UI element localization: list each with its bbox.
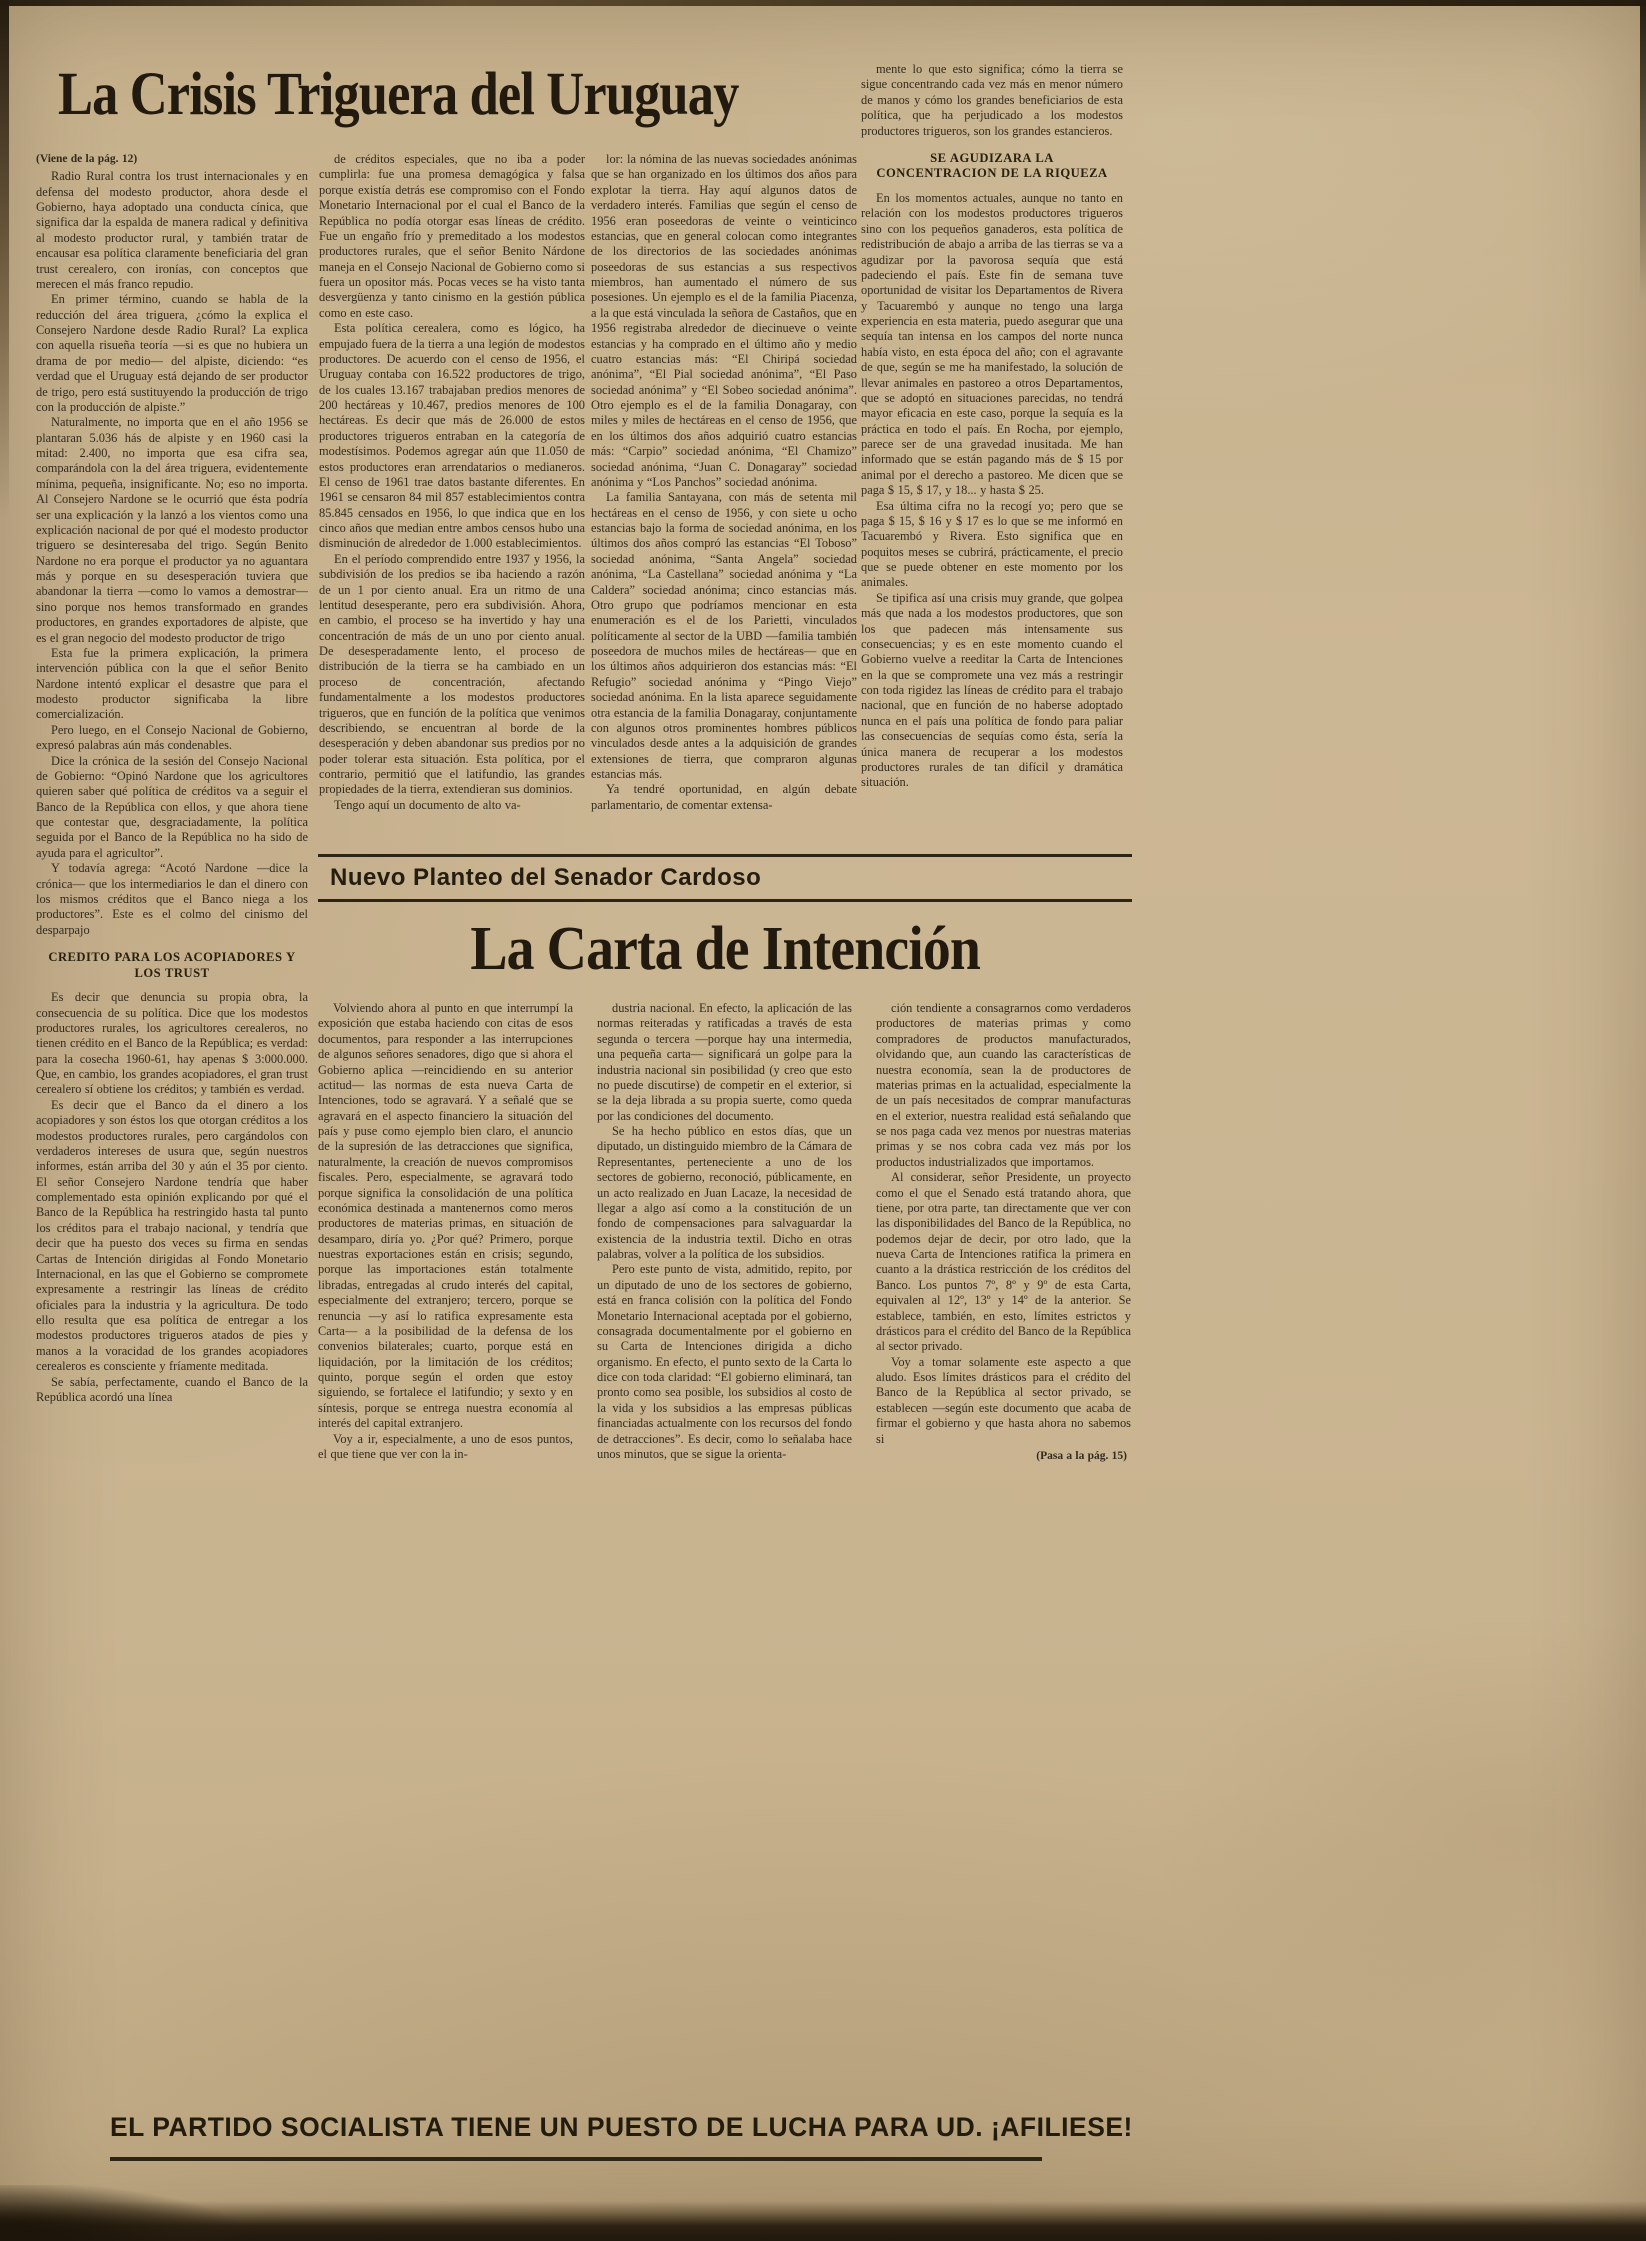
paragraph: Ya tendré oportunidad, en algún debate parlamentario, de comentar extensa- bbox=[591, 782, 857, 812]
article1-col4b-text bbox=[861, 191, 1123, 791]
article2-column-3 bbox=[876, 1001, 1131, 2091]
continues-on-note: (Pasa a la pág. 15) bbox=[1036, 1449, 1127, 1462]
party-banner: EL PARTIDO SOCIALISTA TIENE UN PUESTO DE LUCHA PARA UD. ¡AFILIESE! bbox=[110, 2112, 1042, 2161]
article1-column-4 bbox=[861, 62, 1123, 858]
paragraph: Y todavía agrega: “Acotó Nardone —dice la crónica— que los intermediarios le dan el dinero con los mismos créditos que el Banco niega a los productores”. Este es el colmo del cinismo del desparpajo bbox=[36, 861, 308, 937]
paragraph: Naturalmente, no importa que en el año 1956 se plantaran 5.036 hás de alpiste y en 1960 casi la mitad: 2.400, no importa que esa cifra sea, comparándola con la del área triguera, evidentemente mínima, pequeña, insignificante. No; eso no importa. Al Consejero Nardone se le ocurrió que ésta podría ser una explicación y la lanzó a los vientos como una explicación nacional de por qué el modesto productor triguero se desinteresaba del trigo. Según Benito Nardone no era porque el productor ya no aguantara más y porque en su desesperación tuviera que abandonar la tierra —como lo vamos a demostrar— sino porque nos hemos transformado en grandes productores, en grandes exportadores de alpiste, que es el gran negocio del modesto productor de trigo bbox=[36, 415, 308, 645]
paragraph: Esta fue la primera explicación, la primera intervención pública con la que el señor Benito Nardone intentó explicar el desastre que para el modesto productor significaba la libre comercialización. bbox=[36, 645, 308, 722]
article1-subhead-riqueza: SE AGUDIZARA LA CONCENTRACION DE LA RIQUEZA bbox=[876, 150, 1108, 181]
paragraph: lor: la nómina de las nuevas sociedades anónimas que se han organizado en los últimos dos años para explotar la tierra. Hay aquí algunos datos de verdadero interés. Familias que según el censo de 1956 eran poseedoras de veinte o veinticinco estancias, que en general colocan como integrantes de los directorios de las sociedades anónimas poseedoras de sus estancias a sus respectivos miembros, han aumentado el número de sus posesiones. Un ejemplo es el de la familia Piacenza, a la que está vinculada la señora de Castaños, que en 1956 registraba alrededor de diecinueve o veinte estancias y ha comprado en el último año y medio cuatro estancias más: “El Chiripá sociedad anónima”, “El Pial sociedad anónima”, “El Paso sociedad anónima” y “El Sobeo sociedad anónima”. Otro ejemplo es el de la familia Donagaray, con miles y miles de hectáreas en el censo de 1956, que en los últimos dos años adquirió cuatro estancias más: “Carpio” sociedad anónima, “El Chamizo” sociedad anónima, “Juan C. Donagaray” sociedad anónima y “Los Panchos” sociedad anónima. bbox=[591, 152, 857, 489]
scan-edge-right bbox=[1640, 0, 1646, 300]
article2-kicker: Nuevo Planteo del Senador Cardoso bbox=[318, 854, 1132, 902]
article2-column-1 bbox=[318, 1001, 573, 2091]
article1-col1b-text bbox=[36, 990, 308, 1405]
article2-headline bbox=[318, 914, 1132, 985]
article1-headline bbox=[58, 60, 849, 130]
paragraph: Esta política cerealera, como es lógico, ha empujado fuera de la tierra a una legión de modestos productores. De acuerdo con el censo de 1956, el Uruguay contaba con 16.522 productores de trigo, de los cuales 13.167 trabajaban predios menores de 200 hectáreas y 10.467, predios menores de 100 hectáreas. Es decir que más de 26.000 de estos productores trigueros entraban en la categoría de modestísimos. Podemos agregar aún que 11.050 de estos productores eran arrendatarios o medianeros. El censo de 1961 trae datos bastante diferentes. En 1961 se censaron 84 mil 857 establecimientos contra 85.845 censados en 1956, lo que indica que en los cinco años que median entre ambos censos hubo una disminución de alrededor de 1.000 establecimientos. bbox=[319, 321, 585, 551]
paragraph: Es decir que denuncia su propia obra, la consecuencia de su política. Dice que los modestos productores rurales, los agricultores cerealeros, no tienen crédito en el Banco de la República; es verdad: para la cosecha 1960-61, hay apenas $ 3:000.000. Que, en cambio, los grandes acopiadores, el gran trust cerealero sí obtiene los créditos; y también es verdad. bbox=[36, 990, 308, 1097]
article2-section bbox=[318, 854, 1132, 2091]
article1-col4-text bbox=[861, 62, 1123, 139]
scan-edge-bottom bbox=[0, 2201, 1646, 2241]
paragraph: Se tipifica así una crisis muy grande, que golpea más que nada a los modestos productores, que son los que padecen más intensamente sus consecuencias; y es en este momento cuando el Gobierno vuelve a reeditar la Carta de Intenciones en la que se compromete una vez más a restringir con toda rigidez las líneas de crédito para el trabajo nacional, que en función de no haberse adoptado nunca en el país una política de fondo para paliar las consecuencias de sequías como ésta, sería la única manera de recuperar a los modestos productores rurales de tan difícil y dramática situación. bbox=[861, 590, 1123, 790]
paragraph: Al considerar, señor Presidente, un proyecto como el que el Senado está tratando ahora, que tiene, por otra parte, tan directamente que ver con las disponibilidades del Banco de la República, no podemos dejar de decir, por otro lado, que la nueva Carta de Intenciones ratifica la primera en cuanto a la drástica restricción de los créditos del Banco. Los puntos 7º, 8º y 9º de esta Carta, equivalen al 12º, 13º y 14º de la anterior. Se establece, también, en esto, límites estrictos y drásticos para el crédito del Banco de la República al sector privado. bbox=[876, 1170, 1131, 1354]
paragraph: En los momentos actuales, aunque no tanto en relación con los modestos productores trigueros sino con los pequeños ganaderos, esta política de redistribución de abajo a arriba de las tierras se va a agudizar por la pavorosa sequía que está padeciendo el país. Este fin de semana tuve oportunidad de visitar los Departamentos de Rivera y Tacuarembó y aunque no tengo una larga experiencia en esta materia, puedo asegurar que una sequía tan intensa en los campos del norte nunca había visto, en esta época del año; con el agravante de que, según se me ha manifestado, la solución de llevar animales en pastoreo a otros Departamentos, que se adoptó en situaciones parecidas, no tendrá mayor eficacia en este caso, porque la sequía es la práctica en todo el país. En Rocha, por ejemplo, parece ser de una gravedad inusitada. Me han informado que se están pagando más de $ 15 por animal por el derecho a pastoreo. Me dicen que se paga $ 15, $ 17, y 18... y hasta $ 25. bbox=[861, 191, 1123, 498]
paragraph: Esa última cifra no la recogí yo; pero que se paga $ 15, $ 16 y $ 17 es lo que se me informó en Tacuarembó y Rivera. Esto significa que en poquitos meses se cubrirá, prácticamente, el precio que se puede obtener en este momento por los animales. bbox=[861, 498, 1123, 590]
paragraph: ción tendiente a consagrarnos como verdaderos productores de materias primas y como compradores de productos manufacturados, olvidando que, aun cuando las características de nuestra economía, sean la de productores de materias primas en la actualidad, especialmente la de un país necesitados de comprar manufacturas en el exterior, nuestra realidad está señalando que se nos paga cada vez menos por nuestras materias primas y se nos cobra cada vez más por los productos industrializados que importamos. bbox=[876, 1001, 1131, 1169]
paragraph: Radio Rural contra los trust internacionales y en defensa del modesto productor, ahora desde el Gobierno, haya adoptado una conducta cínica, que significa dar la espalda de manera radical y definitiva al modesto productor rural, y también tratar de encausar esa política claramente beneficiaria del gran trust cerealero, con ironías, con conceptos que merecen el más franco repudio. bbox=[36, 169, 308, 291]
paragraph: Voy a ir, especialmente, a uno de esos puntos, el que tiene que ver con la in- bbox=[318, 1431, 573, 1461]
continued-from-note: (Viene de la pág. 12) bbox=[36, 153, 138, 165]
article1-headline-text: La Crisis Triguera del Uruguay bbox=[58, 61, 739, 128]
scan-edge-left bbox=[0, 0, 9, 520]
scan-edge-top bbox=[0, 0, 1646, 6]
article1-subhead-credito: CREDITO PARA LOS ACOPIADORES Y LOS TRUST bbox=[48, 950, 296, 980]
paragraph: En el período comprendido entre 1937 y 1956, la subdivisión de los predios se iba haciendo a razón de un 1 por ciento anual. Era un ritmo de una lentitud desesperante, pero era subdivisión. Ahora, en cambio, el proceso se ha invertido y hay una concentración de más de un uno por ciento anual. De desesperadamente lento, el proceso de distribución de la tierra se ha cambiado en un proceso de concentración, afectando fundamentalmente a los modestos productores trigueros, que en función de la política que venimos describiendo, se encuentran al borde de la desesperación y deben abandonar sus predios por no poder tolerar esta situación. Esta política, por el contrario, permitió que el latifundio, las grandes propiedades de la tierra, extendieran sus dominios. bbox=[319, 551, 585, 797]
paragraph: Se ha hecho público en estos días, que un diputado, un distinguido miembro de la Cámara de Representantes, perteneciente a uno de los sectores de gobierno, reconoció, públicamente, en un acto realizado en Juan Lacaze, la necesidad de llegar a algo así como a la constitución de un fondo de compensaciones para salvaguardar la existencia de la industria textil. Dicho en otras palabras, volver a la política de los subsidios. bbox=[597, 1124, 852, 1261]
paragraph: de créditos especiales, que no iba a poder cumplirla: fue una promesa demagógica y falsa porque existía detrás ese compromiso con el Fondo Monetario Internacional por el cual el Banco de la República no podía otorgar esas líneas de crédito. Fue un engaño frío y premeditado a los modestos productores rurales, que el señor Benito Nárdone maneja en el Consejo Nacional de Gobierno como si fuera un opositor más. Pocas veces se ha visto tanta desvergüenza y tanto cinismo en la gestión pública como en este caso. bbox=[319, 152, 585, 320]
article1-column-1 bbox=[36, 152, 308, 1970]
paragraph: Pero luego, en el Consejo Nacional de Gobierno, expresó palabras aún más condenables. bbox=[36, 722, 308, 753]
paragraph: La familia Santayana, con más de setenta mil hectáreas en el censo de 1956, y con siete u ocho estancias bajo la forma de sociedad anónima, en los últimos dos años compró las estancias “El Toboso” sociedad anónima, “Santa Angela” sociedad anónima, “La Castellana” sociedad anónima y “La Caldera” sociedad anónima; cinco estancias más. Otro grupo que podríamos mencionar en esta enumeración es el de los Parietti, vinculados políticamente al sector de la UBD —familia también poseedora de muchos miles de hectáreas— que en los últimos años adquirieron dos estancias más: “El Refugio” sociedad anónima y “Pingo Viejo” sociedad anónima. En la lista aparece seguidamente otra estancia de la familia Donagaray, conjuntamente con algunos otros prominentes hombres públicos vinculados desde antes a la adquisición de grandes extensiones de tierra, que compraron algunas estancias más. bbox=[591, 490, 857, 781]
paragraph: Dice la crónica de la sesión del Consejo Nacional de Gobierno: “Opinó Nardone que los agricultores quieren saber qué política de créditos va a seguir el Banco de la República con ellos, y que ahora tiene que contestar que, desgraciadamente, la política seguida por el Banco de la República no ha sido de ayuda para el agricultor”. bbox=[36, 753, 308, 860]
article1-column-2 bbox=[319, 152, 585, 856]
article2-col3-text bbox=[876, 1001, 1131, 1447]
paragraph: Pero este punto de vista, admitido, repito, por un diputado de uno de los sectores de gobierno, está en franca colisión con la política del Fondo Monetario Internacional aceptada por el gobierno, consagrada documentalmente por el gobierno en su Carta de Intenciones dirigida a dicho organismo. En efecto, el punto sexto de la Carta lo dice con toda claridad: “El gobierno eliminará, tan pronto como sea posible, los subsidios al costo de la vida y los subsidios a las empresas públicas financiadas actualmente con los recursos del fondo de detracciones”. Es decir, como lo señalaba hace unos minutos, que se sigue la orienta- bbox=[597, 1262, 852, 1461]
paragraph: dustria nacional. En efecto, la aplicación de las normas reiteradas y ratificadas a través de esta segunda o tercera —porque hay una intermedia, una pequeña carta— significará un golpe para la industria nacional sin posibilidad (y creo que esto no puede discutirse) de competir en el exterior, si se la deja librada a su propia suerte, como queda por las condiciones del documento. bbox=[597, 1001, 852, 1123]
paragraph: Voy a tomar solamente este aspecto a que aludo. Esos límites drásticos para el crédito del Banco de la República al sector privado, se establecen —según este documento que acaba de firmar el gobierno y que hasta ahora no sabemos si bbox=[876, 1354, 1131, 1446]
article1-column-3 bbox=[591, 152, 857, 856]
article2-column-2 bbox=[597, 1001, 852, 2091]
article1-col1-text bbox=[36, 169, 308, 938]
article2-columns bbox=[318, 1001, 1132, 2091]
paragraph: Se sabía, perfectamente, cuando el Banco de la República acordó una línea bbox=[36, 1374, 308, 1404]
scan-edge-corner bbox=[0, 2185, 240, 2241]
paragraph: mente lo que esto significa; cómo la tierra se sigue concentrando cada vez más en menor número de manos y cómo los grandes beneficiarios de esta política, que ha perjudicado a los modestos productores trigueros, son los grandes estancieros. bbox=[861, 62, 1123, 138]
paragraph: En primer término, cuando se habla de la reducción del área triguera, ¿cómo la explica el Consejero Nardone desde Radio Rural? La explica con aquella risueña teoría —si es que no hubiera un drama de por medio— del alpiste, diciendo: “es verdad que el Uruguay está dejando de ser productor de trigo, pero está sustituyendo la producción de trigo con la producción de alpiste.” bbox=[36, 292, 308, 414]
article2-headline-text: La Carta de Intención bbox=[470, 915, 980, 983]
paragraph: Tengo aquí un documento de alto va- bbox=[334, 797, 521, 812]
paragraph: Volviendo ahora al punto en que interrumpí la exposición que estaba haciendo con citas de esos documentos, para responder a las interrupciones de algunos señores senadores, digo que si ahora el Gobierno aplica —reincidiendo en su anterior actitud— las normas de esta nueva Carta de Intenciones, todo se agravará. Y a señalé que se agravará en el aspecto financiero la situación del país y puse como ejemplo bien claro, el anuncio de la supresión de las detracciones que significa, naturalmente, la creación de nuevos compromisos fiscales. Pero, especialmente, se agravará todo porque significa la consolidación de una política económica destinada a mantenernos como meros productores de materias primas, en situación de desamparo, diría yo. ¿Por qué? Primero, porque nuestras exportaciones están en crisis; segundo, porque las importaciones están totalmente libradas, entregadas al crudo interés del capital, especialmente del extranjero; tercero, porque se renuncia —y así lo ratifica expresamente esta Carta— a la posibilidad de la defensa de los convenios bilaterales; cuarto, porque está en liquidación, por la limitación de los créditos; quinto, porque según el orden que estoy siguiendo, se fortalece el latifundio; y sexto y en síntesis, porque se entrega nuestra economía al interés del capital extranjero. bbox=[318, 1001, 573, 1431]
paragraph: Es decir que el Banco da el dinero a los acopiadores y son éstos los que otorgan créditos a los modestos productores rurales, pero cargándolos con verdaderos intereses de usura que, según nuestros informes, están arriba del 30 y aún el 35 por ciento. El señor Consejero Nardone tendría que haber complementado esta opinión explicando por qué el Banco de la República ha restringido hasta tal punto los créditos para el trabajo nacional, y tendría que decir que ha puesto dos veces su firma en sendas Cartas de Intención dirigidas al Fondo Monetario Internacional, en las que el Gobierno se compromete expresamente a restringir las líneas de crédito oficiales para la industria y la agricultura. De todo ello resulta que esa política de entregar a los modestos productores trigueros atados de pies y manos a la voracidad de los grandes acopiadores cerealeros es consciente y fríamente meditada. bbox=[36, 1097, 308, 1374]
